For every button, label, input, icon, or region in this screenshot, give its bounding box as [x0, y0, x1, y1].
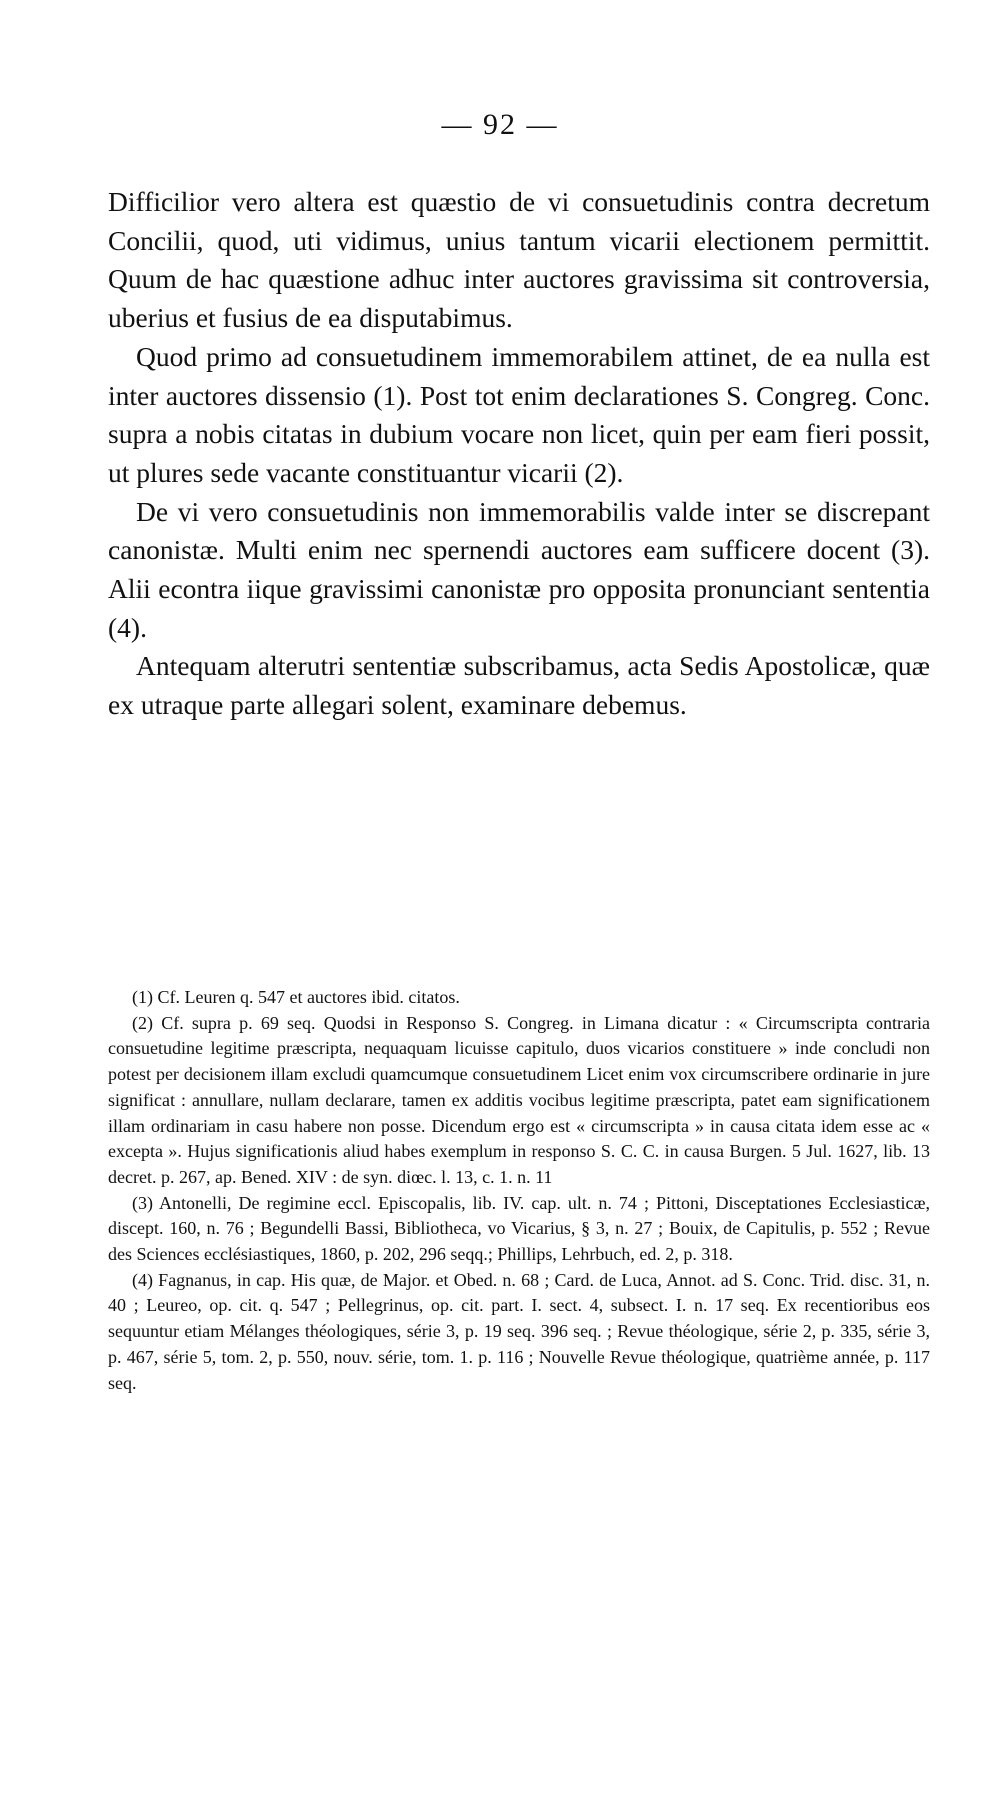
footnote: (2) Cf. supra p. 69 seq. Quodsi in Responso S. Congreg. in Limana dicatur : « Circumscripta contraria consuetudine legitime præscripta, nequaquam licuisse capitulo, duos vicarios constituere » inde concludi non potest per decisionem illam excludi quamcumque consuetudinem Licet enim vox circumscribere ordinarie in jure significat : annullare, nullam declarare, tamen ex additis vocibus legitime præscripta, patet eam significationem illam ordinariam in casu habere non posse. Dicendum ergo est « circumscripta » in causa citata idem esse ac « excepta ». Hujus significationis aliud habes exemplum in responso S. C. C. in causa Burgen. 5 Jul. 1627, lib. 13 decret. p. 267, ap. Bened. XIV : de syn. diœc. l. 13, c. 1. n. 11 [108, 1012, 930, 1187]
footnote: (4) Fagnanus, in cap. His quæ, de Major. et Obed. n. 68 ; Card. de Luca, Annot. ad S. Conc. Trid. disc. 31, n. 40 ; Leureo, op. cit. q. 547 ; Pellegrinus, op. cit. part. I. sect. 4, subsect. I. n. 17 seq. Ex recentioribus eos sequuntur etiam Mélanges théologiques, série 3, p. 19 seq. 396 seq. ; Revue théologique, série 2, p. 335, série 3, p. 467, série 5, tom. 2, p. 550, nouv. série, tom. 1. p. 116 ; Nouvelle Revue théologique, quatrième année, p. 117 seq. [108, 1269, 930, 1393]
body-paragraph: Difficilior vero altera est quæstio de vi consuetudinis contra decretum Concilii, quod, uti vidimus, unius tantum vicarii electionem permittit. Quum de hac quæstione adhuc inter auctores gravissima sit controversia, uberius et fusius de ea disputabimus. [108, 186, 930, 334]
main-text [108, 183, 930, 725]
footnote: (1) Cf. Leuren q. 547 et auctores ibid. citatos. [132, 987, 460, 1007]
body-paragraph: De vi vero consuetudinis non immemorabilis valde inter se discrepant canonistæ. Multi enim nec spernendi auctores eam sufficere docent (3). Alii econtra iique gravissimi canonistæ pro opposita pronunciant sententia (4). [108, 495, 930, 643]
footnotes [108, 985, 930, 1396]
footnote: (3) Antonelli, De regimine eccl. Episcopalis, lib. IV. cap. ult. n. 74 ; Pittoni, Disceptationes Ecclesiasticæ, discept. 160, n. 76 ; Begundelli Bassi, Bibliotheca, vo Vicarius, § 3, n. 27 ; Bouix, de Capitulis, p. 552 ; Revue des Sciences ecclésiastiques, 1860, p. 202, 296 seqq.; Phillips, Lehrbuch, ed. 2, p. 318. [108, 1192, 930, 1265]
body-paragraph: Quod primo ad consuetudinem immemorabilem attinet, de ea nulla est inter auctores dissensio (1). Post tot enim declarationes S. Congreg. Conc. supra a nobis citatas in dubium vocare non licet, quin per eam fieri possit, ut plures sede vacante constituantur vicarii (2). [108, 340, 930, 488]
body-paragraph: Antequam alterutri sententiæ subscribamus, acta Sedis Apostolicæ, quæ ex utraque parte allegari solent, examinare debemus. [108, 650, 930, 721]
page-number: — 92 — [441, 108, 559, 141]
